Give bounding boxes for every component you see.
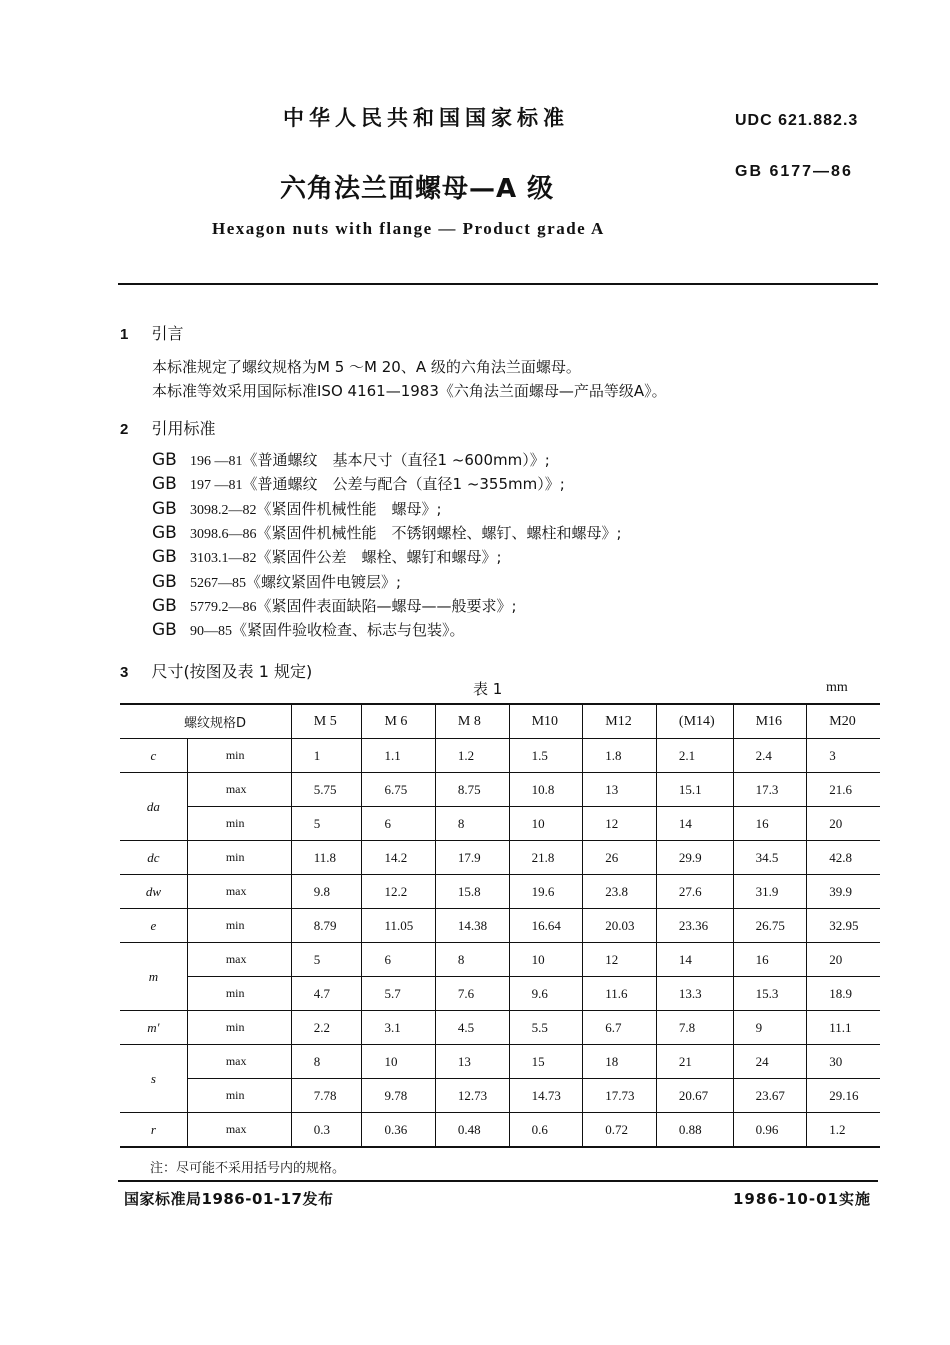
limit-label: max	[187, 943, 291, 977]
reference-item	[152, 619, 465, 640]
table-cell: 11.05	[362, 909, 435, 943]
section-1-paragraph-2: 本标准等效采用国际标准ISO 4161—1983《六角法兰面螺母—产品等级A》。	[152, 382, 667, 400]
table-row	[120, 1079, 880, 1113]
limit-label: max	[187, 1045, 291, 1079]
table-cell: 39.9	[807, 875, 880, 909]
table-cell: 20.67	[656, 1079, 733, 1113]
table-cell: 6	[362, 943, 435, 977]
table-cell: 0.48	[435, 1113, 509, 1148]
table-cell: 19.6	[509, 875, 583, 909]
table-cell: 23.8	[583, 875, 657, 909]
table-cell: 10	[362, 1045, 435, 1079]
thread-size-header: 螺纹规格D	[120, 704, 291, 739]
dimension-symbol: da	[120, 773, 187, 841]
table-cell: 20	[807, 807, 880, 841]
table-row	[120, 807, 880, 841]
reference-prefix: GB	[152, 450, 177, 470]
table-cell: 12	[583, 943, 657, 977]
limit-label: max	[187, 1113, 291, 1148]
table-cell: 9	[733, 1011, 807, 1045]
reference-title: 《紧固件机械性能 螺母》;	[256, 499, 442, 518]
table-cell: 5	[291, 807, 362, 841]
table-cell: 42.8	[807, 841, 880, 875]
reference-title: 《紧固件验收检查、标志与包装》。	[232, 621, 465, 640]
reference-item	[152, 498, 442, 519]
column-header: M 6	[362, 704, 435, 739]
table-cell: 0.96	[733, 1113, 807, 1148]
table-cell: 5.7	[362, 977, 435, 1011]
table-cell: 0.6	[509, 1113, 583, 1148]
table-cell: 26	[583, 841, 657, 875]
section-number: 2	[120, 421, 129, 438]
table-row	[120, 739, 880, 773]
table-cell: 13.3	[656, 977, 733, 1011]
table-cell: 0.72	[583, 1113, 657, 1148]
table-row	[120, 1113, 880, 1148]
table-cell: 8.75	[435, 773, 509, 807]
table-cell: 1	[291, 739, 362, 773]
table-cell: 9.78	[362, 1079, 435, 1113]
table-cell: 16	[733, 807, 807, 841]
section-1-paragraph-1: 本标准规定了螺纹规格为M 5 ～M 20、A 级的六角法兰面螺母。	[152, 358, 581, 376]
table-cell: 21.8	[509, 841, 583, 875]
table-cell: 30	[807, 1045, 880, 1079]
limit-label: min	[187, 841, 291, 875]
table-cell: 4.5	[435, 1011, 509, 1045]
limit-label: min	[187, 1011, 291, 1045]
table-row	[120, 875, 880, 909]
dimension-symbol: s	[120, 1045, 187, 1113]
section-3-heading	[120, 659, 312, 682]
table-cell: 8.79	[291, 909, 362, 943]
table-cell: 10.8	[509, 773, 583, 807]
table-row	[120, 841, 880, 875]
table-row	[120, 977, 880, 1011]
column-header: M 5	[291, 704, 362, 739]
table-cell: 23.67	[733, 1079, 807, 1113]
dimension-symbol: dw	[120, 875, 187, 909]
table-cell: 3	[807, 739, 880, 773]
table-cell: 31.9	[733, 875, 807, 909]
table-cell: 0.36	[362, 1113, 435, 1148]
table-cell: 5.75	[291, 773, 362, 807]
table-cell: 27.6	[656, 875, 733, 909]
reference-number: 90—85	[190, 624, 232, 640]
table-row	[120, 773, 880, 807]
reference-item	[152, 449, 550, 470]
table-cell: 21.6	[807, 773, 880, 807]
table-cell: 11.8	[291, 841, 362, 875]
table-cell: 17.73	[583, 1079, 657, 1113]
column-header: M20	[807, 704, 880, 739]
table-cell: 15.8	[435, 875, 509, 909]
reference-prefix: GB	[152, 498, 177, 519]
column-header: M12	[583, 704, 657, 739]
table-cell: 14	[656, 807, 733, 841]
table-cell: 13	[435, 1045, 509, 1079]
table-cell: 20	[807, 943, 880, 977]
reference-item	[152, 546, 502, 567]
limit-label: min	[187, 739, 291, 773]
limit-label: min	[187, 909, 291, 943]
limit-label: max	[187, 875, 291, 909]
table-cell: 8	[435, 943, 509, 977]
column-header: M 8	[435, 704, 509, 739]
reference-number: 3103.1—82	[190, 551, 257, 567]
table-cell: 8	[291, 1045, 362, 1079]
table-note: 注：尽可能不采用括号内的规格。	[150, 1161, 346, 1176]
table-cell: 10	[509, 943, 583, 977]
table-cell: 0.3	[291, 1113, 362, 1148]
column-header: M10	[509, 704, 583, 739]
table-cell: 14.2	[362, 841, 435, 875]
reference-number: 3098.6—86	[190, 526, 257, 542]
reference-prefix: GB	[152, 474, 177, 495]
reference-item	[152, 522, 622, 543]
dimensions-table	[120, 703, 880, 1148]
table-cell: 4.7	[291, 977, 362, 1011]
table-cell: 10	[509, 807, 583, 841]
header-divider	[118, 283, 878, 285]
table-cell: 20.03	[583, 909, 657, 943]
section-number: 3	[120, 664, 129, 681]
table-row	[120, 909, 880, 943]
reference-number: 197 —81	[190, 478, 243, 494]
table-row	[120, 943, 880, 977]
table-cell: 2.4	[733, 739, 807, 773]
table-cell: 21	[656, 1045, 733, 1079]
table-cell: 0.88	[656, 1113, 733, 1148]
issue-date: 国家标准局1986-01-17发布	[124, 1190, 334, 1208]
table-cell: 9.8	[291, 875, 362, 909]
table-unit: mm	[826, 680, 848, 695]
standard-number: GB 6177—86	[735, 163, 853, 180]
table-cell: 15.1	[656, 773, 733, 807]
section-2-heading	[120, 416, 215, 439]
column-header: M16	[733, 704, 807, 739]
table-row	[120, 1011, 880, 1045]
reference-title: 《普通螺纹 公差与配合（直径1 ~355mm）》;	[242, 475, 565, 494]
dimension-symbol: e	[120, 909, 187, 943]
table-cell: 23.36	[656, 909, 733, 943]
table-cell: 8	[435, 807, 509, 841]
dimension-symbol: m′	[120, 1011, 187, 1045]
table-cell: 5	[291, 943, 362, 977]
table-cell: 3.1	[362, 1011, 435, 1045]
table-header-row	[120, 704, 880, 739]
dimension-symbol: r	[120, 1113, 187, 1148]
effective-date: 1986-10-01实施	[733, 1190, 871, 1208]
table-cell: 5.5	[509, 1011, 583, 1045]
limit-label: min	[187, 807, 291, 841]
reference-number: 5779.2—86	[190, 599, 257, 615]
dimension-symbol: dc	[120, 841, 187, 875]
table-cell: 1.2	[807, 1113, 880, 1148]
table-cell: 12.2	[362, 875, 435, 909]
reference-item	[152, 595, 517, 616]
table-cell: 11.6	[583, 977, 657, 1011]
reference-prefix: GB	[152, 595, 177, 616]
table-cell: 16	[733, 943, 807, 977]
section-title: 尺寸(按图及表 1 规定)	[151, 662, 313, 681]
reference-title: 《紧固件公差 螺栓、螺钉和螺母》;	[256, 548, 502, 567]
table-cell: 2.1	[656, 739, 733, 773]
table-cell: 7.8	[656, 1011, 733, 1045]
reference-number: 3098.2—82	[190, 502, 257, 518]
table-cell: 18.9	[807, 977, 880, 1011]
table-cell: 6	[362, 807, 435, 841]
section-title: 引用标准	[151, 419, 216, 438]
table-cell: 29.16	[807, 1079, 880, 1113]
limit-label: min	[187, 977, 291, 1011]
table-cell: 1.2	[435, 739, 509, 773]
reference-prefix: GB	[152, 571, 177, 592]
reference-title: 《紧固件表面缺陷—螺母——般要求》;	[256, 596, 517, 615]
table-cell: 24	[733, 1045, 807, 1079]
table-row	[120, 1045, 880, 1079]
dimension-symbol: c	[120, 739, 187, 773]
table-cell: 18	[583, 1045, 657, 1079]
table-cell: 12	[583, 807, 657, 841]
reference-title: 《螺纹紧固件电镀层》;	[246, 572, 402, 591]
table-cell: 17.9	[435, 841, 509, 875]
dimension-symbol: m	[120, 943, 187, 1011]
reference-title: 《普通螺纹 基本尺寸（直径1 ~600mm）》;	[242, 451, 550, 469]
document-title: 六角法兰面螺母—A 级	[280, 174, 555, 204]
udc-code: UDC 621.882.3	[735, 112, 859, 129]
reference-title: 《紧固件机械性能 不锈钢螺栓、螺钉、螺柱和螺母》;	[256, 523, 622, 542]
section-title: 引言	[151, 324, 184, 343]
table-cell: 14.38	[435, 909, 509, 943]
reference-number: 196 —81	[190, 454, 243, 469]
table-cell: 6.7	[583, 1011, 657, 1045]
reference-prefix: GB	[152, 522, 177, 543]
column-header: (M14)	[656, 704, 733, 739]
table-cell: 16.64	[509, 909, 583, 943]
reference-prefix: GB	[152, 547, 177, 568]
table-cell: 17.3	[733, 773, 807, 807]
section-number: 1	[120, 326, 129, 343]
limit-label: max	[187, 773, 291, 807]
table-cell: 32.95	[807, 909, 880, 943]
table-cell: 11.1	[807, 1011, 880, 1045]
table-cell: 1.8	[583, 739, 657, 773]
table-cell: 29.9	[656, 841, 733, 875]
table-cell: 15	[509, 1045, 583, 1079]
section-1-heading	[120, 321, 183, 344]
table-cell: 1.1	[362, 739, 435, 773]
national-standard-label: 中华人民共和国国家标准	[283, 106, 569, 130]
table-cell: 6.75	[362, 773, 435, 807]
limit-label: min	[187, 1079, 291, 1113]
table-cell: 2.2	[291, 1011, 362, 1045]
reference-item	[152, 473, 565, 494]
table-cell: 14	[656, 943, 733, 977]
reference-prefix: GB	[152, 620, 177, 641]
table-cell: 34.5	[733, 841, 807, 875]
footer-divider	[118, 1180, 878, 1182]
table-cell: 12.73	[435, 1079, 509, 1113]
table-cell: 7.78	[291, 1079, 362, 1113]
table-cell: 14.73	[509, 1079, 583, 1113]
reference-number: 5267—85	[190, 575, 246, 591]
table-cell: 15.3	[733, 977, 807, 1011]
table-cell: 7.6	[435, 977, 509, 1011]
table-cell: 9.6	[509, 977, 583, 1011]
table-cell: 13	[583, 773, 657, 807]
table-cell: 26.75	[733, 909, 807, 943]
table-cell: 1.5	[509, 739, 583, 773]
document-title-english: Hexagon nuts with flange — Product grade A	[212, 219, 605, 238]
reference-item	[152, 571, 401, 592]
table-caption: 表 1	[473, 680, 503, 698]
